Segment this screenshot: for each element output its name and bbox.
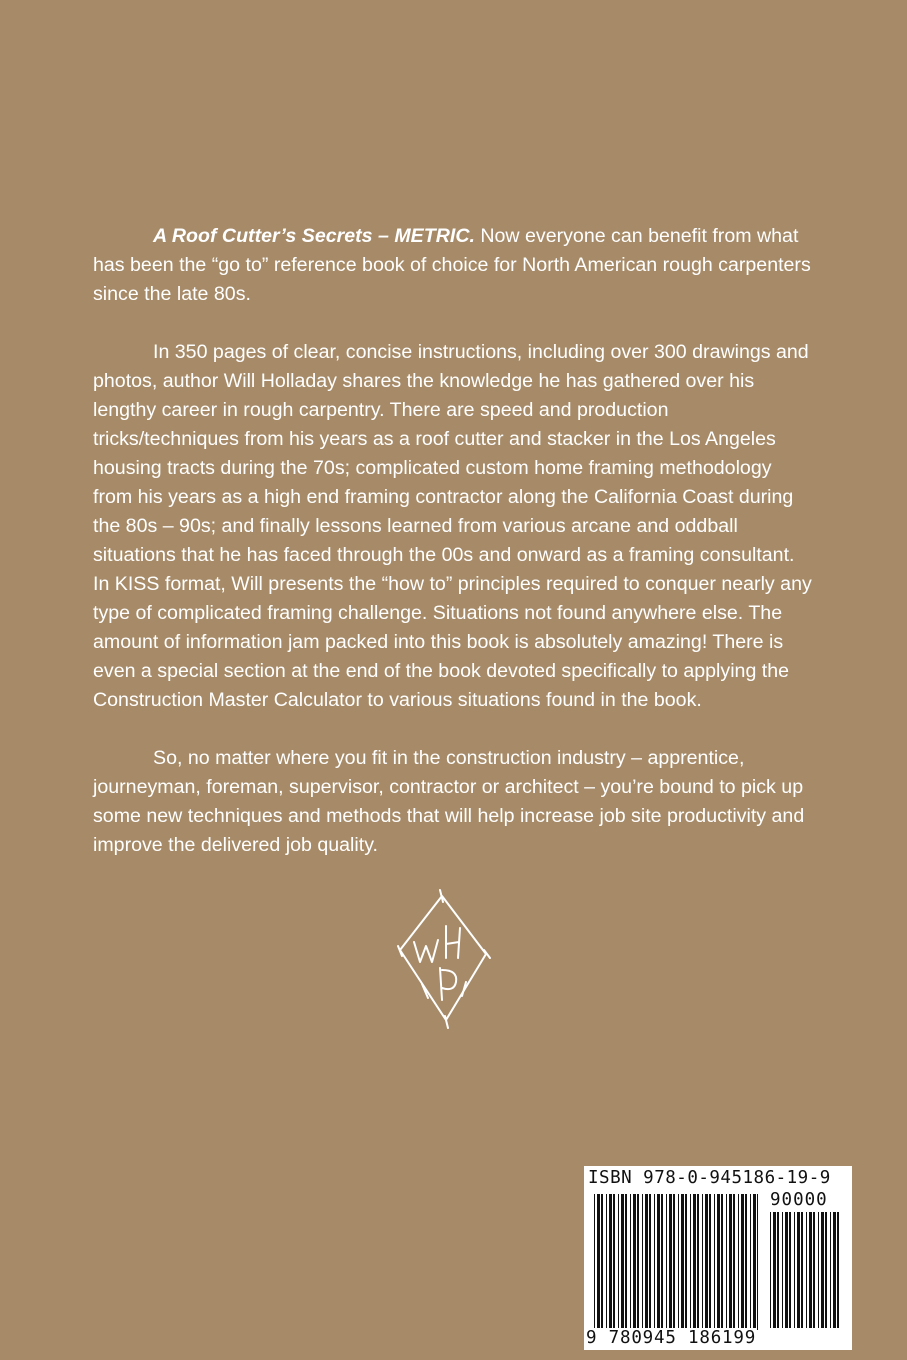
- barcode-bar: [794, 1212, 795, 1328]
- price-addon-digits: 90000: [770, 1190, 828, 1210]
- barcode-bar: [625, 1194, 627, 1330]
- blurb-paragraph-1: [93, 222, 813, 309]
- barcode-bar: [770, 1212, 771, 1328]
- barcode-bar: [818, 1212, 819, 1328]
- barcode-bar: [809, 1212, 812, 1328]
- barcode-bar: [726, 1194, 727, 1330]
- barcode-bar: [597, 1194, 600, 1330]
- barcode-bar: [613, 1194, 615, 1330]
- barcode-bar: [797, 1212, 800, 1328]
- barcode-bar: [693, 1194, 696, 1330]
- book-title-lead: A Roof Cutter’s Secrets – METRIC.: [153, 225, 475, 247]
- barcode-bar: [678, 1194, 679, 1330]
- barcode-bar: [673, 1194, 675, 1330]
- barcode-bar: [750, 1194, 751, 1330]
- barcode-bar: [801, 1212, 803, 1328]
- isbn-barcode: [584, 1166, 852, 1350]
- barcode-bar: [690, 1194, 691, 1330]
- barcode-bar: [681, 1194, 684, 1330]
- barcode-bar: [621, 1194, 624, 1330]
- barcode-bar: [717, 1194, 720, 1330]
- barcode-bar: [601, 1194, 603, 1330]
- barcode-bar: [702, 1194, 703, 1330]
- barcode-bar: [833, 1212, 836, 1328]
- barcode-bar: [729, 1194, 732, 1330]
- barcode-bar: [609, 1194, 612, 1330]
- barcode-bar: [721, 1194, 723, 1330]
- barcode-bar: [630, 1194, 631, 1330]
- barcode-bar: [649, 1194, 651, 1330]
- barcode-bar: [830, 1212, 831, 1328]
- blurb-paragraph-2: In 350 pages of clear, concise instructions, including over 300 drawings and photos, author Will Holladay shares the knowledge he has gathered over his lengthy career in rough carpentry. There are speed and production tricks/techniques from his years as a roof cutter and stacker in the Los Angeles housing tracts during the 70s; complicated custom home framing methodology from his years as a high end framing contractor along the California Coast during the 80s – 90s; and finally lessons learned from various arcane and oddball situations that he has faced through the 00s and onward as a framing consultant. In KISS format, Will presents the “how to” principles required to conquer nearly any type of complicated framing challenge. Situations not found anywhere else. The amount of information jam packed into this book is absolutely amazing! There is even a special section at the end of the book devoted specifically to applying the Construction Master Calculator to various situations found in the book.: [93, 341, 812, 711]
- barcode-bar: [789, 1212, 791, 1328]
- barcode-bar: [661, 1194, 663, 1330]
- barcode-bar: [785, 1212, 788, 1328]
- barcode-bar: [697, 1194, 699, 1330]
- barcode-bar: [657, 1194, 660, 1330]
- barcode-bar: [637, 1194, 639, 1330]
- barcode-bar: [777, 1212, 779, 1328]
- barcode-bar: [813, 1212, 815, 1328]
- blurb-paragraph-3: So, no matter where you fit in the construction industry – apprentice, journeyman, foreman, supervisor, contractor or architect – you’re bound to pick up some new techniques and methods that will help increase job site productivity and improve the delivered job quality.: [93, 747, 805, 856]
- ean-digits: 9 780945 186199: [586, 1328, 757, 1348]
- barcode-bar: [669, 1194, 672, 1330]
- barcode-bar: [642, 1194, 643, 1330]
- blurb-paragraph-1-text: Now everyone can benefit from what has been the “go to” reference book of choice for North American rough carpenters since the late 80s.: [93, 225, 811, 305]
- barcode-bar: [738, 1194, 739, 1330]
- barcode-bar: [645, 1194, 648, 1330]
- barcode-bar: [773, 1212, 776, 1328]
- isbn-label: ISBN 978-0-945186-19-9: [588, 1168, 831, 1188]
- barcode-bar: [618, 1194, 619, 1330]
- barcode-bar: [714, 1194, 715, 1330]
- barcode-bar: [666, 1194, 667, 1330]
- barcode-bar: [837, 1212, 839, 1328]
- barcode-bar: [654, 1194, 655, 1330]
- barcode-bar: [705, 1194, 708, 1330]
- barcode-bar: [733, 1194, 735, 1330]
- barcode-bar: [782, 1212, 783, 1328]
- barcode-bar: [633, 1194, 636, 1330]
- back-cover-blurb: [93, 222, 813, 889]
- barcode-bar: [709, 1194, 711, 1330]
- barcode-bar: [606, 1194, 607, 1330]
- barcode-bar: [753, 1194, 756, 1330]
- barcode-bar: [821, 1212, 824, 1328]
- barcode-bar: [594, 1194, 595, 1330]
- addon-barcode-bars: [770, 1212, 840, 1348]
- ean-barcode-bars: [594, 1194, 758, 1330]
- barcode-bar: [825, 1212, 827, 1328]
- barcode-bar: [806, 1212, 807, 1328]
- barcode-bar: [741, 1194, 744, 1330]
- barcode-bar: [757, 1194, 758, 1330]
- barcode-bar: [745, 1194, 747, 1330]
- barcode-bar: [685, 1194, 687, 1330]
- publisher-monogram-icon: [396, 888, 491, 1030]
